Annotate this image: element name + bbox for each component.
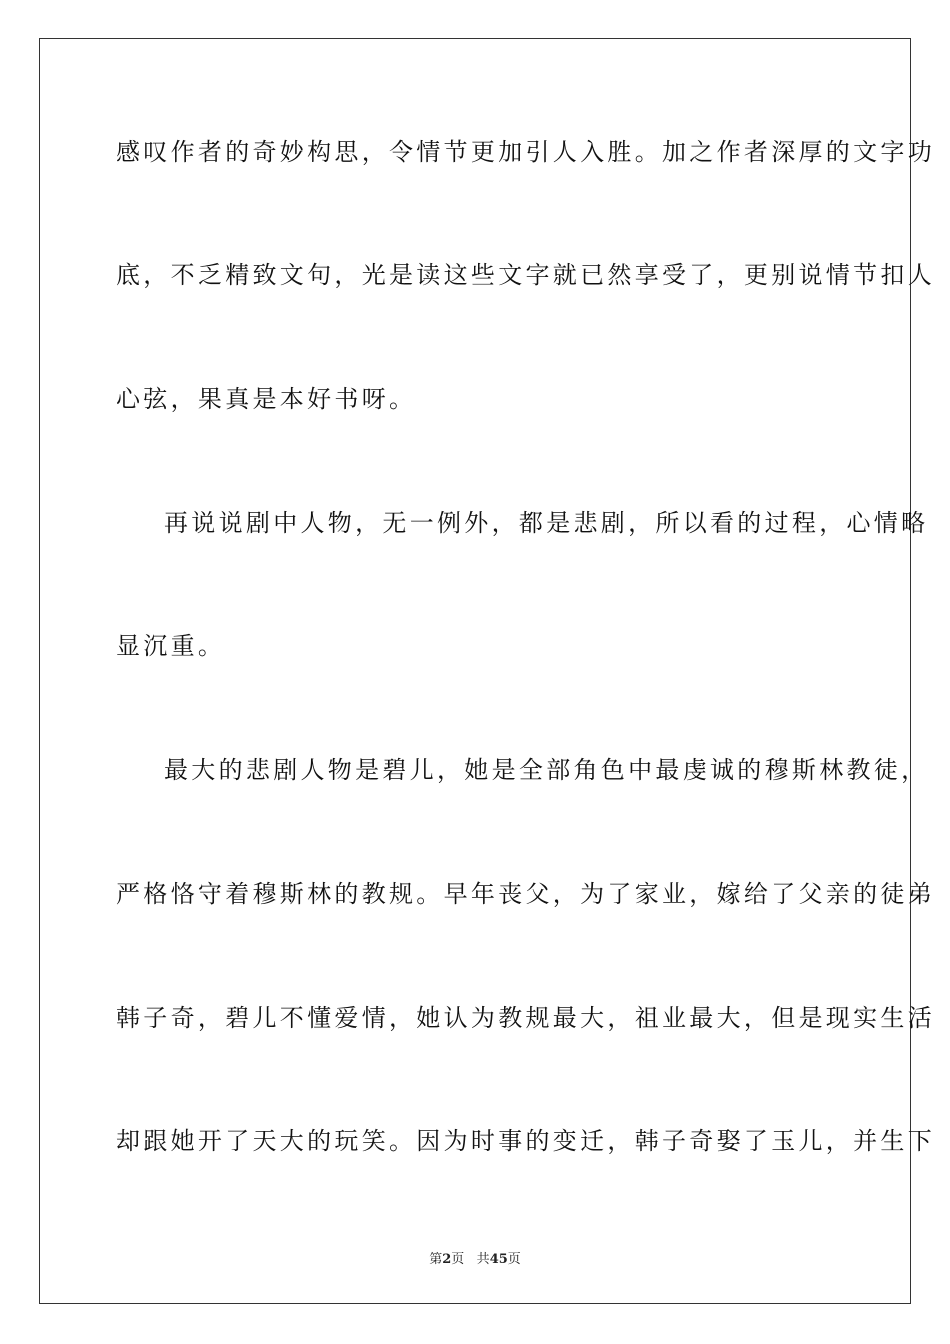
body-line-4: 再说说剧中人物，无一例外，都是悲剧，所以看的过程，心情略 <box>164 509 929 537</box>
total-pages: 45 <box>489 1252 508 1267</box>
page-number: 2 <box>442 1252 452 1267</box>
page-border <box>39 38 935 1304</box>
body-line-9: 却跟她开了天大的玩笑。因为时事的变迁，韩子奇娶了玉儿，并生下 <box>116 1127 935 1155</box>
total-prefix: 共 <box>476 1252 490 1267</box>
page-prefix: 第 <box>429 1252 443 1267</box>
body-line-2: 底，不乏精致文句，光是读这些文字就已然享受了，更别说情节扣人 <box>116 261 935 289</box>
body-line-3: 心弦，果真是本好书呀。 <box>116 385 417 413</box>
body-line-6: 最大的悲剧人物是碧儿，她是全部角色中最虔诚的穆斯林教徒， <box>164 756 929 784</box>
body-line-8: 韩子奇，碧儿不懂爱情，她认为教规最大，祖业最大，但是现实生活 <box>116 1004 935 1032</box>
page-footer <box>0 1248 950 1267</box>
body-line-1: 感叹作者的奇妙构思，令情节更加引人入胜。加之作者深厚的文字功 <box>116 138 935 166</box>
body-line-7: 严格恪守着穆斯林的教规。早年丧父，为了家业，嫁给了父亲的徒弟 <box>116 880 935 908</box>
page-suffix: 页 <box>451 1252 465 1267</box>
total-suffix: 页 <box>507 1252 521 1267</box>
body-line-5: 显沉重。 <box>116 632 226 660</box>
